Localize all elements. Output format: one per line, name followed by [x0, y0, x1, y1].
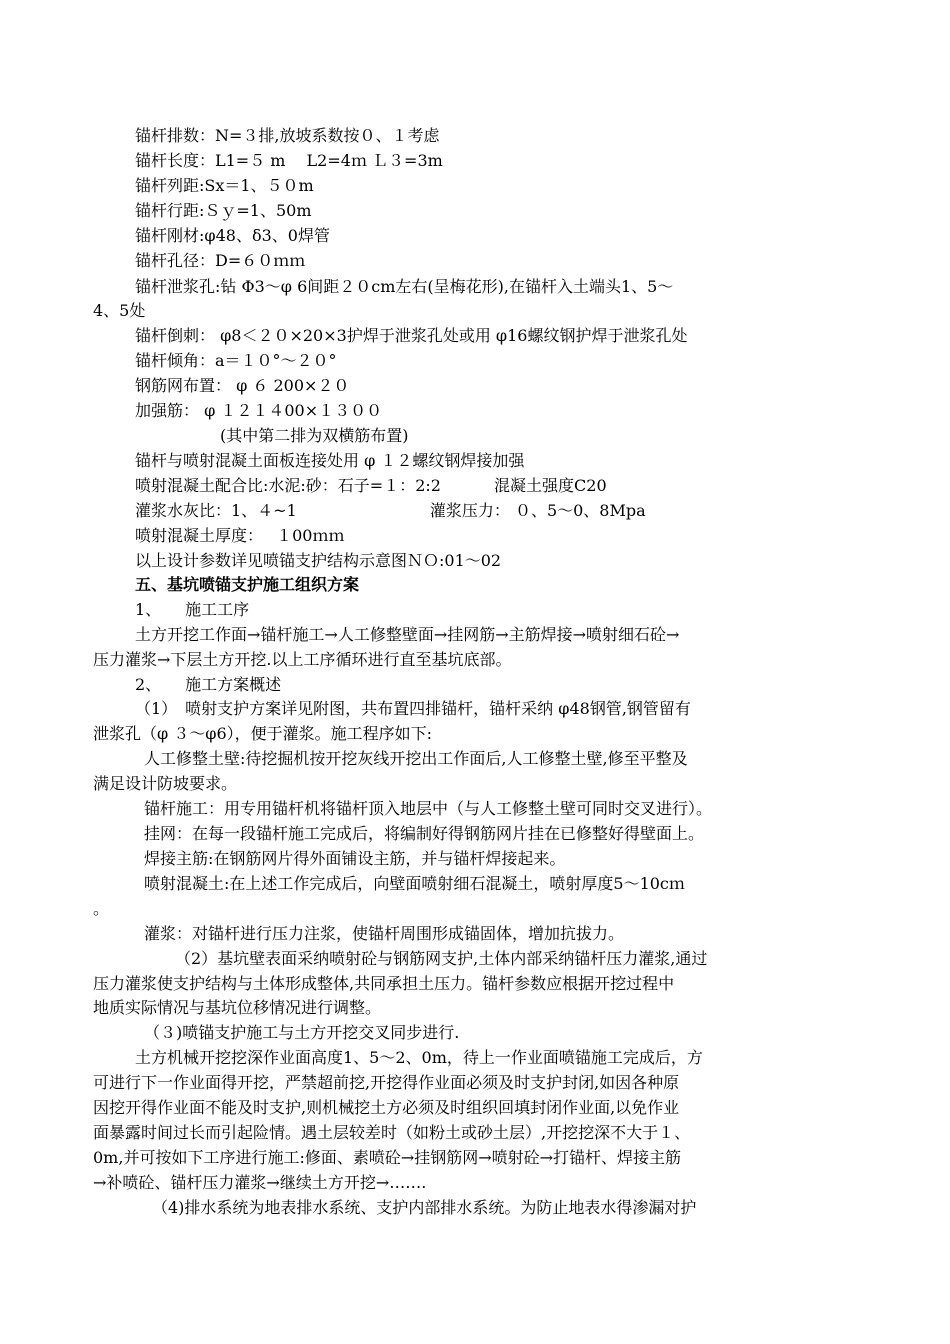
subsection-heading: 2、 施工方案概述	[135, 675, 282, 694]
text-line: （4)排水系统为地表排水系统、支护内部排水系统。为防止地表水得渗漏对护	[152, 1198, 697, 1217]
text-line: 压力灌浆使支护结构与土体形成整体,共同承担土压力。锚杆参数应根据开挖过程中	[93, 974, 675, 993]
text-line: 因挖开得作业面不能及时支护,则机械挖土方必须及时组织回填封闭作业面,以免作业	[93, 1098, 680, 1117]
text-line: 泄浆孔（φ ３～φ6），便于灌浆。施工程序如下:	[93, 724, 433, 743]
text-line: （1） 喷射支护方案详见附图，共布置四排锚杆，锚杆采纳 φ48钢管,钢管留有	[135, 699, 691, 718]
section-heading: 五、基坑喷锚支护施工组织方案	[135, 575, 360, 594]
text-line: 地质实际情况与基坑位移情况进行调整。	[93, 998, 382, 1017]
text-line: 钢筋网布置： φ ６ 200×２０	[135, 376, 350, 395]
text-line: 焊接主筋:在钢筋网片得外面铺设主筋，并与锚杆焊接起来。	[144, 849, 566, 868]
text-line: 锚杆施工：用专用锚杆机将锚杆顶入地层中（与人工修整土壁可同时交叉进行）。	[144, 799, 713, 818]
text-line: 锚杆刚材:φ48、δ3、0焊管	[135, 226, 330, 245]
text-line: 灌浆水灰比：1、４~1 灌浆压力： ０、5～0、8Mpa	[135, 501, 646, 520]
text-line: 锚杆长度：L1=５ m L2=4ｍ Ｌ３=3m	[135, 151, 443, 170]
text-line: (其中第二排为双横筋布置)	[220, 426, 409, 445]
text-line: 锚杆倾角：a＝１０°～２０°	[135, 351, 337, 370]
text-line: 可进行下一作业面得开挖，严禁超前挖,开挖得作业面必须及时支护封闭,如因各种原	[93, 1073, 680, 1092]
text-line: →补喷砼、锚杆压力灌浆→继续土方开挖→…….	[93, 1173, 427, 1192]
text-line: 锚杆列距:Sx＝1、５０m	[135, 176, 314, 195]
text-line: 压力灌浆→下层土方开挖.以上工序循环进行直至基坑底部。	[93, 650, 512, 669]
text-line: 加强筋： φ １２１４00×１３００	[135, 401, 383, 420]
text-line: 灌浆：对锚杆进行压力注浆，使锚杆周围形成锚固体，增加抗拔力。	[144, 924, 625, 943]
text-line: 锚杆倒刺： φ8＜２０×20×3护焊于泄浆孔处或用 φ16螺纹钢护焊于泄浆孔处	[135, 326, 688, 345]
text-line: 4、5处	[93, 301, 146, 320]
text-line: 喷射混凝土厚度： １00ｍｍ	[135, 526, 345, 545]
text-line: 以上设计参数详见喷锚支护结构示意图ＮＯ:01～02	[135, 551, 502, 570]
text-line: （2）基坑壁表面采纳喷射砼与钢筋网支护,土体内部采纳锚杆压力灌浆,通过	[175, 949, 708, 968]
text-line: 0m,并可按如下工序进行施工:修面、素喷砼→挂钢筋网→喷射砼→打锚杆、焊接主筋	[93, 1148, 682, 1167]
text-line: 喷射混凝土配合比:水泥:砂：石子=１：2:2 混凝土强度C20	[135, 476, 607, 495]
text-line: 锚杆泄浆孔:钻 Φ3～φ 6间距２０cm左右(呈梅花形),在锚杆入土端头1、5～	[135, 277, 674, 296]
text-line: 喷射混凝土:在上述工作完成后，向壁面喷射细石混凝土，喷射厚度5～10cｍ	[144, 874, 685, 893]
text-line: 满足设计防坡要求。	[93, 774, 238, 793]
text-line: 锚杆与喷射混凝土面板连接处用 φ １２螺纹钢焊接加强	[135, 451, 525, 470]
text-line: 土方开挖工作面→锚杆施工→人工修整壁面→挂网筋→主筋焊接→喷射细石砼→	[135, 625, 680, 644]
text-line: 面暴露时间过长而引起险情。遇土层较差时（如粉土或砂土层）,开挖挖深不大于１、	[93, 1123, 691, 1142]
text-line: （３)喷锚支护施工与土方开挖交叉同步进行.	[144, 1023, 460, 1042]
text-line: 人工修整土壁:待挖掘机按开挖灰线开挖出工作面后,人工修整土壁,修至平整及	[144, 749, 688, 768]
subsection-heading: 1、 施工工序	[135, 600, 250, 619]
text-line: 土方机械开挖挖深作业面高度1、5～2、0m，待上一作业面喷锚施工完成后，方	[135, 1048, 703, 1067]
text-line: 锚杆排数：N=３排,放坡系数按０、１考虑	[135, 126, 440, 145]
text-line: 锚杆孔径：D=６０ｍｍ	[135, 251, 306, 270]
text-line: 。	[93, 899, 110, 918]
text-line: 挂网：在每一段锚杆施工完成后，将编制好得钢筋网片挂在已修整好得壁面上。	[144, 824, 705, 843]
text-line: 锚杆行距:Ｓｙ=1、50m	[135, 201, 312, 220]
